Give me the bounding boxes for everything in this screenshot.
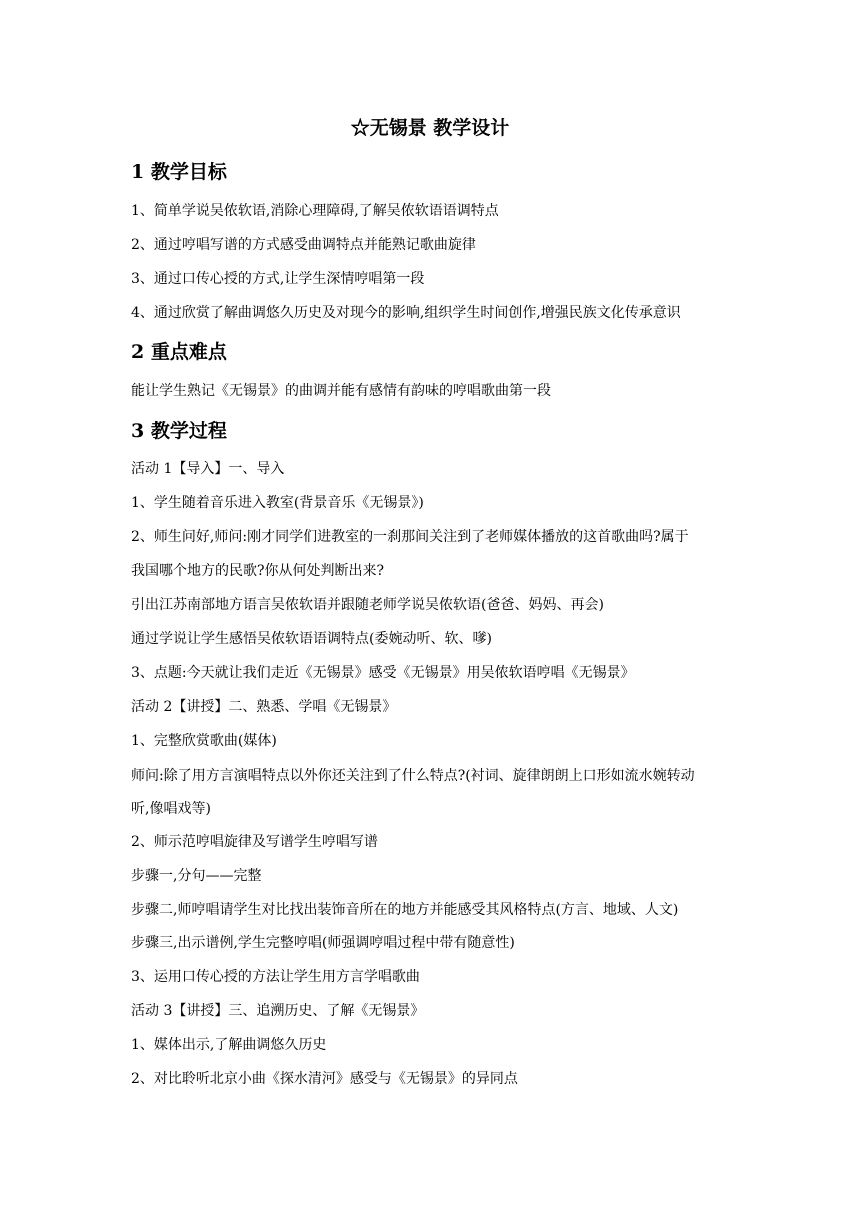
process-line: 1、完整欣赏歌曲(媒体) <box>131 733 277 749</box>
objective-line: 1、简单学说吴侬软语,消除心理障碍,了解吴侬软语语调特点 <box>131 203 499 219</box>
process-line: 我国哪个地方的民歌?你从何处判断出来? <box>131 563 385 579</box>
process-line: 步骤二,师哼唱请学生对比找出装饰音所在的地方并能感受其风格特点(方言、地域、人文) <box>131 902 679 918</box>
section-heading-objectives: 1 教学目标 <box>131 161 227 183</box>
process-line: 步骤三,出示谱例,学生完整哼唱(师强调哼唱过程中带有随意性) <box>131 935 515 951</box>
document-title: ☆无锡景 教学设计 <box>350 117 510 139</box>
process-line: 活动 3【讲授】三、追溯历史、了解《无锡景》 <box>131 1003 425 1019</box>
process-line: 2、师示范哼唱旋律及写谱学生哼唱写谱 <box>131 834 378 850</box>
process-line: 活动 1【导入】一、导入 <box>131 461 285 477</box>
objective-line: 2、通过哼唱写谱的方式感受曲调特点并能熟记歌曲旋律 <box>131 237 476 253</box>
process-line: 活动 2【讲授】二、熟悉、学唱《无锡景》 <box>131 699 397 715</box>
objective-line: 4、通过欣赏了解曲调悠久历史及对现今的影响,组织学生时间创作,增强民族文化传承意识 <box>131 305 681 321</box>
process-line: 听,像唱戏等) <box>131 801 211 817</box>
process-line: 2、对比聆听北京小曲《探水清河》感受与《无锡景》的异同点 <box>131 1071 518 1087</box>
process-line: 通过学说让学生感悟吴侬软语语调特点(委婉动听、软、嗲) <box>131 631 492 647</box>
process-line: 2、师生问好,师问:刚才同学们进教室的一刹那间关注到了老师媒体播放的这首歌曲吗?属于 <box>131 529 689 545</box>
process-line: 师问:除了用方言演唱特点以外你还关注到了什么特点?(衬词、旋律朗朗上口形如流水婉转动 <box>131 768 695 784</box>
key-point-line: 能让学生熟记《无锡景》的曲调并能有感情有韵味的哼唱歌曲第一段 <box>131 383 551 399</box>
process-line: 步骤一,分句——完整 <box>131 868 262 884</box>
process-line: 引出江苏南部地方语言吴侬软语并跟随老师学说吴侬软语(爸爸、妈妈、再会) <box>131 597 604 613</box>
process-line: 1、媒体出示,了解曲调悠久历史 <box>131 1037 327 1053</box>
section-heading-process: 3 教学过程 <box>131 420 227 442</box>
process-line: 3、点题:今天就让我们走近《无锡景》感受《无锡景》用吴侬软语哼唱《无锡景》 <box>131 665 635 681</box>
section-heading-key-points: 2 重点难点 <box>131 341 227 363</box>
process-line: 1、学生随着音乐进入教室(背景音乐《无锡景》) <box>131 495 424 511</box>
objective-line: 3、通过口传心授的方式,让学生深情哼唱第一段 <box>131 271 425 287</box>
process-line: 3、运用口传心授的方法让学生用方言学唱歌曲 <box>131 969 420 985</box>
